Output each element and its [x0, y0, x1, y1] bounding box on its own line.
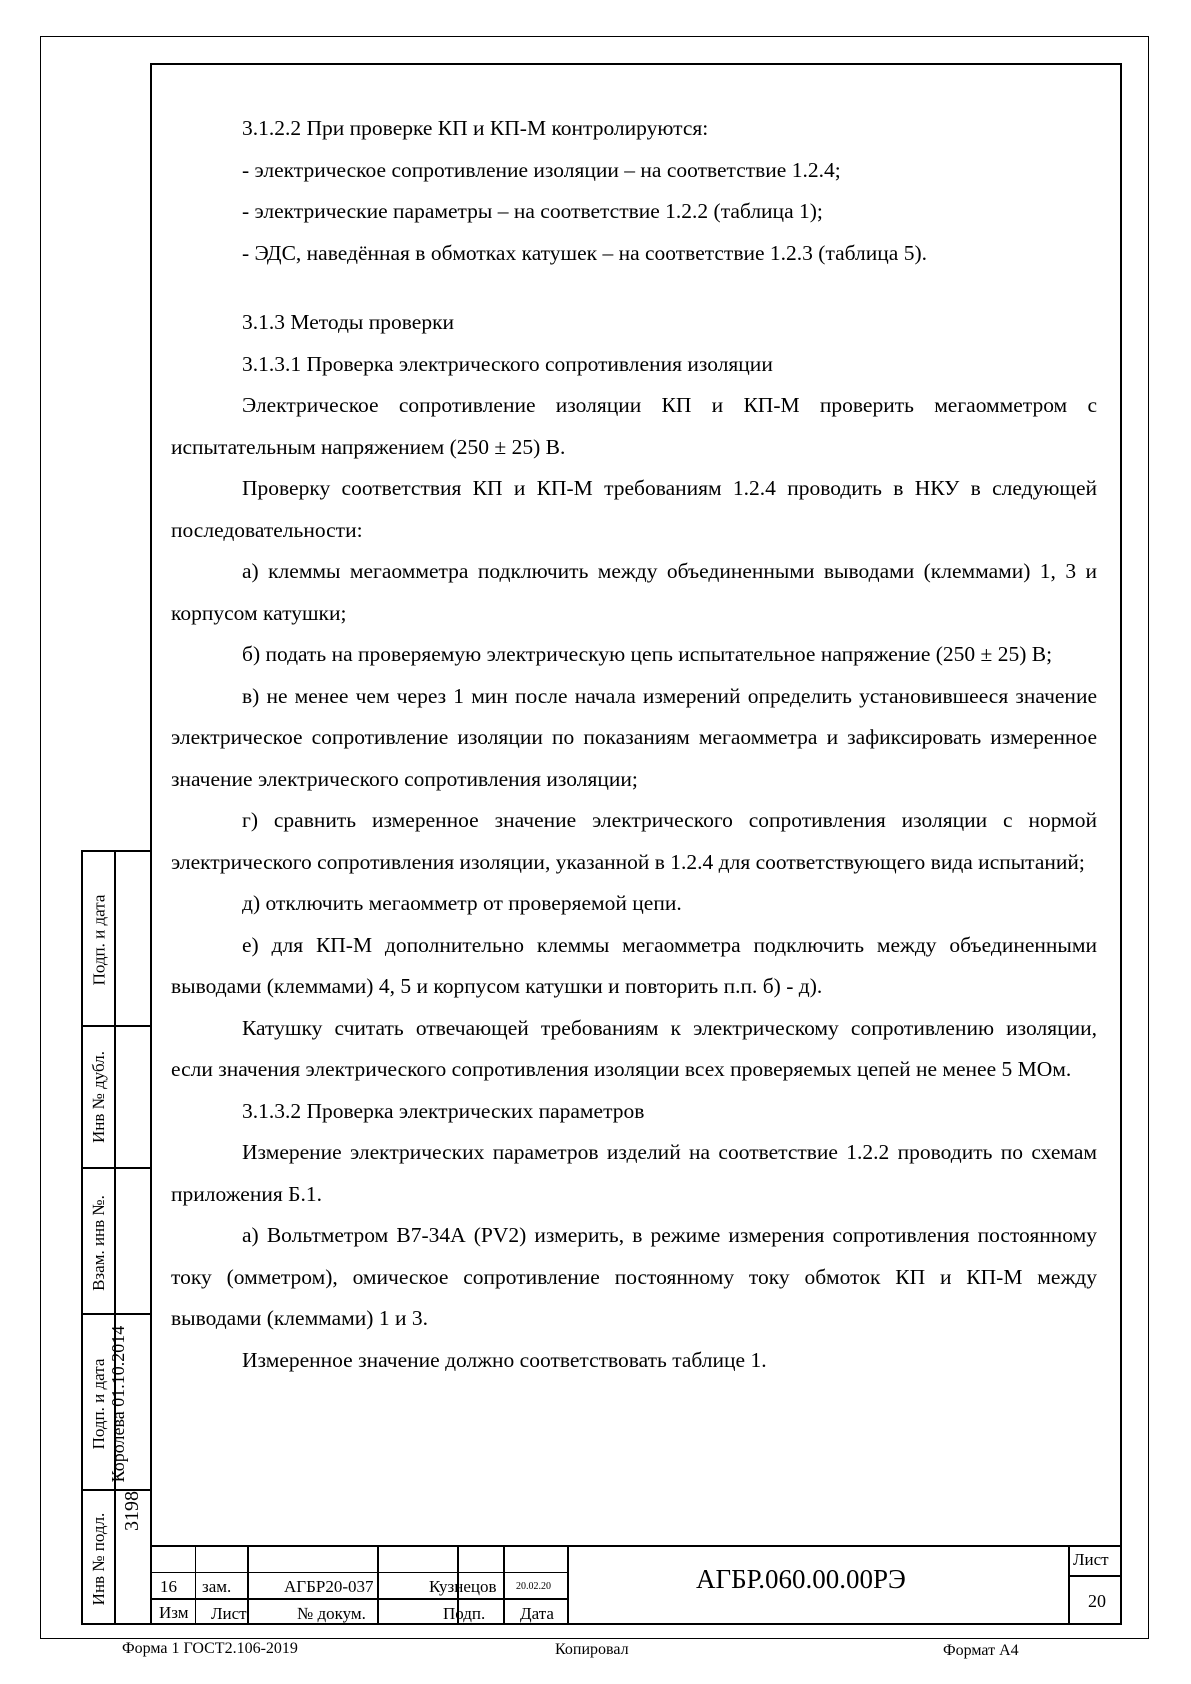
vzam-inv-label: Взам. инв №. [89, 1195, 108, 1291]
paragraph: Электрическое сопротивление изоляции КП и КП-М проверить мегаомметром с испытательным напряжением (250 ± 25) В. [171, 393, 1097, 459]
podp-data-label-2: Подп. и дата [89, 1358, 108, 1450]
change-type: зам. [202, 1577, 232, 1596]
side-stamp-inv-dubl [81, 1025, 150, 1169]
side-stamp-podp-data-2 [81, 1313, 150, 1491]
inv-dubl-label: Инв № дубл. [89, 1051, 108, 1144]
inv-podl-value: 3198 [121, 1491, 143, 1531]
podp-data-value-2: Королева 01.10.2014 [108, 1325, 128, 1483]
footer-form: Форма 1 ГОСТ2.106-2019 [122, 1640, 298, 1657]
header-list: Лист [211, 1604, 247, 1623]
footer-format: Формат А4 [943, 1642, 1019, 1659]
sheet-label: Лист [1073, 1550, 1109, 1569]
paragraph: а) Вольтметром В7-34А (PV2) измерить, в режиме измерения сопротивления постоянному току (омметром), омическое сопротивление постоянному току обмоток КП и КП-М между выводами (клеммами) 1 и 3. [171, 1223, 1097, 1330]
side-stamp-podp-data-1 [81, 850, 150, 1027]
paragraph: 3.1.3.2 Проверка электрических параметров [242, 1098, 645, 1123]
header-signature: Подп. [443, 1604, 486, 1623]
paragraph: Проверку соответствия КП и КП-М требованиям 1.2.4 проводить в НКУ в следующей последовательности: [171, 476, 1097, 542]
paragraph: е) для КП-М дополнительно клеммы мегаомметра подключить между объединенными выводами (клеммами) 4, 5 и корпусом катушки и повторить п.п. б) - д). [171, 932, 1097, 998]
paragraph: Катушку считать отвечающей требованиям к электрическому сопротивлению изоляции, если значения электрического сопротивления изоляции всех проверяемых цепей не менее 5 МОм. [171, 1015, 1097, 1081]
side-stamp-vzam-inv [81, 1167, 150, 1315]
paragraph: 3.1.3.1 Проверка электрического сопротивления изоляции [242, 351, 773, 376]
change-number: 16 [160, 1577, 177, 1596]
header-izm: Изм [159, 1603, 189, 1622]
podp-data-label-1: Подп. и дата [89, 894, 109, 986]
paragraph: д) отключить мегаомметр от проверяемой цепи. [242, 891, 682, 915]
footer-copied: Копировал [555, 1641, 629, 1658]
document-body [171, 108, 1097, 1381]
paragraph: а) клеммы мегаомметра подключить между объединенными выводами (клеммами) 1, 3 и корпусом катушки; [171, 559, 1097, 625]
paragraph: 3.1.3 Методы проверки [242, 310, 455, 334]
signer-name: Кузнецов [429, 1577, 497, 1596]
document-designation: АГБР.060.00.00РЭ [696, 1564, 906, 1594]
paragraph: - электрическое сопротивление изоляции – на соответствие 1.2.4; [242, 157, 841, 182]
paragraph: - электрические параметры – на соответствие 1.2.2 (таблица 1); [242, 199, 823, 223]
paragraph: 3.1.2.2 При проверке КП и КП-М контролируются: [242, 116, 709, 140]
change-document: АГБР20-037 [284, 1577, 374, 1596]
side-stamp-inv-podl [81, 1489, 150, 1625]
paragraph: - ЭДС, наведённая в обмотках катушек – на соответствие 1.2.3 (таблица 5). [242, 240, 927, 265]
header-doc-number: № докум. [297, 1604, 366, 1623]
paragraph: б) подать на проверяемую электрическую цепь испытательное напряжение (250 ± 25) В; [242, 642, 1053, 666]
paragraph: в) не менее чем через 1 мин после начала измерений определить установившееся значение электрическое сопротивление изоляции по показаниям мегаомметра и зафиксировать измеренное значение электрического сопротивления изоляции; [171, 683, 1097, 791]
inv-podl-label: Инв № подл. [89, 1512, 108, 1606]
paragraph: Измерение электрических параметров изделий на соответствие 1.2.2 проводить по схемам приложения Б.1. [171, 1140, 1097, 1206]
sheet-number: 20 [1088, 1591, 1106, 1611]
header-date: Дата [520, 1604, 554, 1623]
paragraph: г) сравнить измеренное значение электрического сопротивления изоляции с нормой электрического сопротивления изоляции, указанной в 1.2.4 для соответствующего вида испытаний; [171, 808, 1097, 874]
sign-date: 20.02.20 [516, 1581, 551, 1592]
paragraph: Измеренное значение должно соответствовать таблице 1. [242, 1347, 767, 1372]
